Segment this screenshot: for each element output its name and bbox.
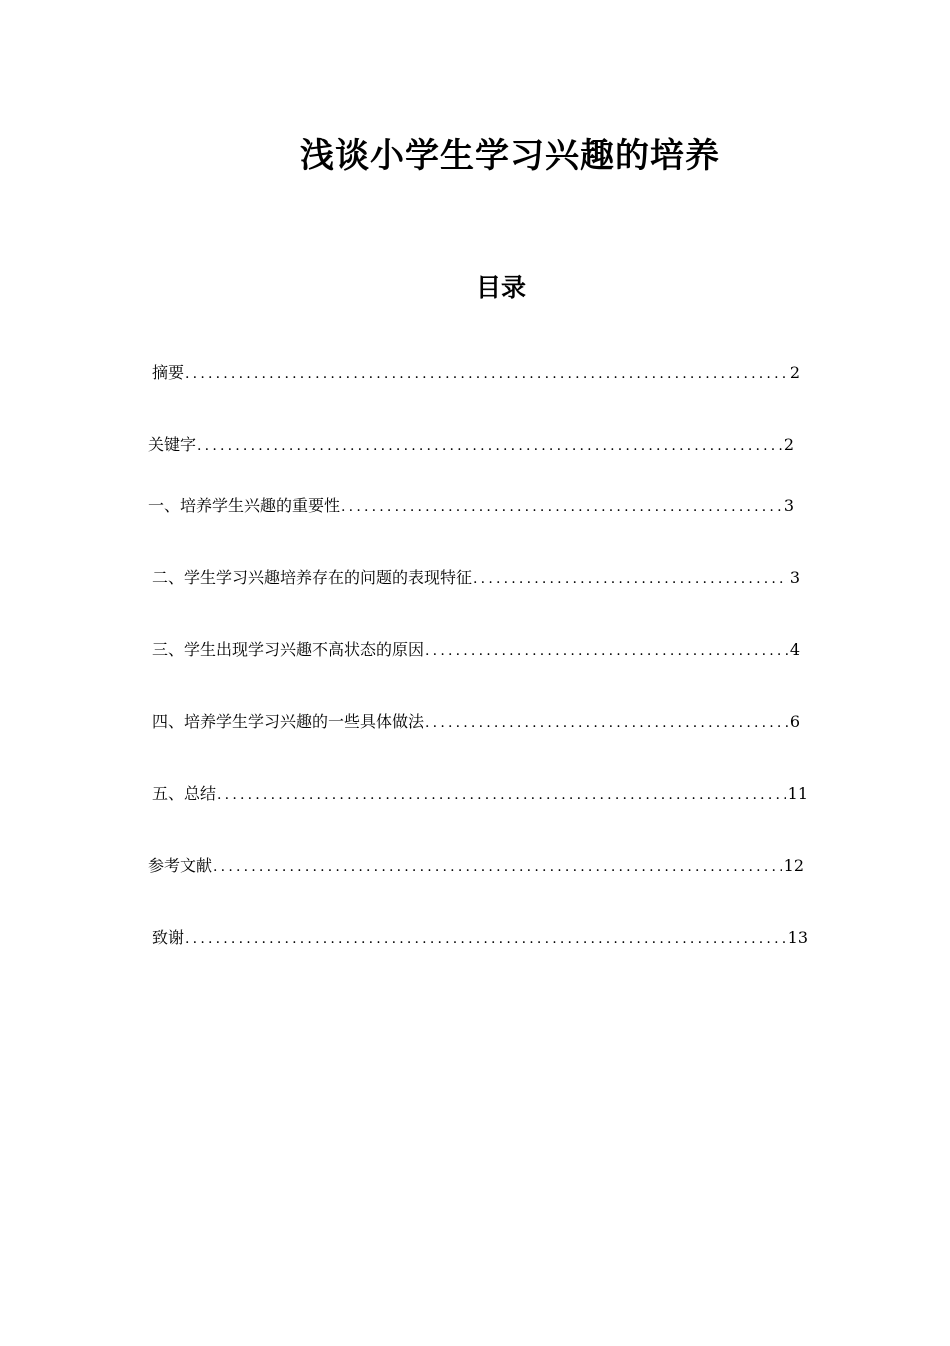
toc-entry-section-4[interactable] — [152, 711, 800, 734]
dot-leader — [216, 784, 786, 806]
toc-entry-section-1[interactable] — [148, 495, 794, 518]
toc-entry-section-5[interactable] — [152, 783, 808, 806]
toc-entry-page: 2 — [789, 363, 800, 382]
toc-entry-label: 致谢 — [152, 928, 185, 947]
document-title: 浅谈小学生学习兴趣的培养 — [300, 136, 720, 176]
toc-entry-page: 4 — [789, 640, 800, 659]
toc-entry-page: 3 — [789, 568, 800, 587]
toc-entry-section-2[interactable] — [152, 567, 800, 590]
toc-entry-references[interactable] — [148, 855, 804, 878]
dot-leader — [212, 856, 782, 878]
toc-entry-section-3[interactable] — [152, 639, 800, 662]
toc-entry-page: 6 — [789, 712, 800, 731]
toc-entry-page: 12 — [783, 856, 804, 875]
toc-entry-keywords[interactable] — [148, 434, 794, 457]
toc-entry-abstract[interactable] — [152, 362, 800, 385]
toc-heading: 目录 — [475, 273, 526, 302]
toc-entry-label: 四、培养学生学习兴趣的一些具体做法 — [152, 712, 425, 731]
toc-entry-page: 11 — [787, 784, 808, 803]
toc-entry-label: 三、学生出现学习兴趣不高状态的原因 — [152, 640, 425, 659]
toc-entry-label: 参考文献 — [148, 856, 213, 875]
toc-entry-label: 摘要 — [152, 363, 185, 382]
dot-leader — [472, 568, 788, 590]
dot-leader — [184, 363, 788, 385]
dot-leader — [424, 712, 788, 734]
toc-entry-label: 一、培养学生兴趣的重要性 — [148, 496, 341, 515]
toc-entry-label: 五、总结 — [152, 784, 217, 803]
toc-entry-acknowledgements[interactable] — [152, 927, 808, 950]
toc-entry-page: 13 — [787, 928, 808, 947]
dot-leader — [196, 435, 782, 457]
toc-entry-label: 二、学生学习兴趣培养存在的问题的表现特征 — [152, 568, 473, 587]
toc-entry-page: 3 — [783, 496, 794, 515]
dot-leader — [184, 928, 786, 950]
toc-entry-page: 2 — [783, 435, 794, 454]
dot-leader — [340, 496, 782, 518]
toc-entry-label: 关键字 — [148, 435, 197, 454]
dot-leader — [424, 640, 788, 662]
